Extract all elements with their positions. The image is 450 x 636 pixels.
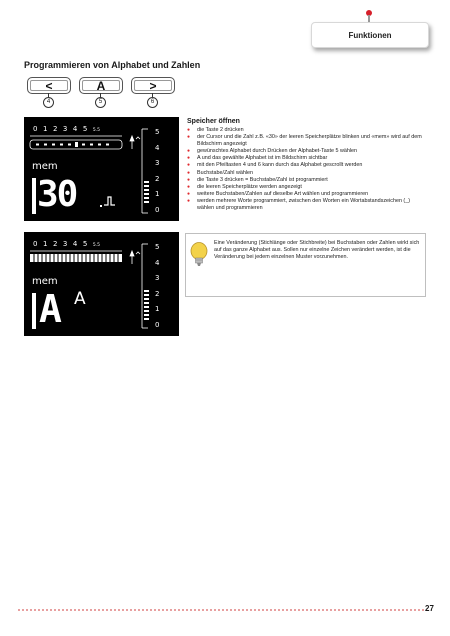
button-number-4: 4 xyxy=(43,97,54,108)
list-item: ● die leeren Speicherplätze werden angezeigt xyxy=(187,184,427,191)
lcd2-big-letter: A xyxy=(39,287,62,331)
lcd1-scale-top: 0123455.5 xyxy=(33,125,100,133)
lcd-screen-1 xyxy=(24,117,179,221)
footer-divider xyxy=(18,609,424,611)
list-item: ● die Taste 3 drücken = Buchstabe/Zahl ist programmiert xyxy=(187,177,427,184)
lcd-screen-2 xyxy=(24,232,179,336)
arrow-right-button[interactable] xyxy=(131,77,175,94)
arrow-left-label: < xyxy=(45,79,53,93)
button-number-5: 5 xyxy=(95,97,106,108)
list-item: ● der Cursor und die Zahl z.B. «30» der leeren Speicherplätze blinken und «mem» wird auf dem Bildschirm angezeigt xyxy=(187,134,427,148)
lcd2-scale-right: 5 4 3 2 1 0 xyxy=(155,243,160,329)
note-text: Eine Veränderung (Stichlänge oder Stichbreite) bei Buchstaben oder Zahlen wirkt sich auf das ganze Alphabet aus. Sollen nur einzelne Zeichen verändert werden, ist die Veränderung bei jedem einzelnen Muster vorzunehmen. xyxy=(214,240,420,261)
lcd1-big-number: 30 xyxy=(37,174,77,215)
section-title: Speicher öffnen xyxy=(187,118,240,125)
lcd1-mem-label: mem xyxy=(32,161,58,172)
page-number: 27 xyxy=(425,604,434,613)
lcd2-small-letter: A xyxy=(74,289,86,309)
lcd1-scale-right: 5 4 3 2 1 0 xyxy=(155,128,160,214)
alphabet-label: A xyxy=(96,79,106,93)
button-number-6: 6 xyxy=(147,97,158,108)
lcd2-scale-top: 0123455.5 xyxy=(33,240,100,248)
lcd2-mem-label: mem xyxy=(32,276,58,287)
note-box xyxy=(185,233,426,297)
list-item: ● mit den Pfeiltasten 4 und 6 kann durch das Alphabet gescrollt werden xyxy=(187,162,427,169)
list-item: ● Buchstabe/Zahl wählen xyxy=(187,170,427,177)
lightbulb-icon xyxy=(190,242,208,268)
chapter-tab xyxy=(311,22,429,48)
chapter-tab-label: Funktionen xyxy=(348,31,392,40)
alphabet-button[interactable] xyxy=(79,77,123,94)
page-title: Programmieren von Alphabet und Zahlen xyxy=(24,60,201,70)
instruction-list xyxy=(187,127,427,212)
list-item: ● gewünschtes Alphabet durch Drücken der Alphabet-Taste 5 wählen xyxy=(187,148,427,155)
list-item: ● die Taste 2 drücken xyxy=(187,127,427,134)
arrow-left-button[interactable] xyxy=(27,77,71,94)
arrow-right-label: > xyxy=(149,79,157,93)
list-item: ● weitere Buchstaben/Zahlen auf dieselbe Art wählen und programmieren xyxy=(187,191,427,198)
list-item: ● A und das gewählte Alphabet ist im Bildschirm sichtbar xyxy=(187,155,427,162)
list-item: ● werden mehrere Worte programmiert, zwischen den Worten ein Wortabstandszeichen (_) wählen und programmieren xyxy=(187,198,427,212)
